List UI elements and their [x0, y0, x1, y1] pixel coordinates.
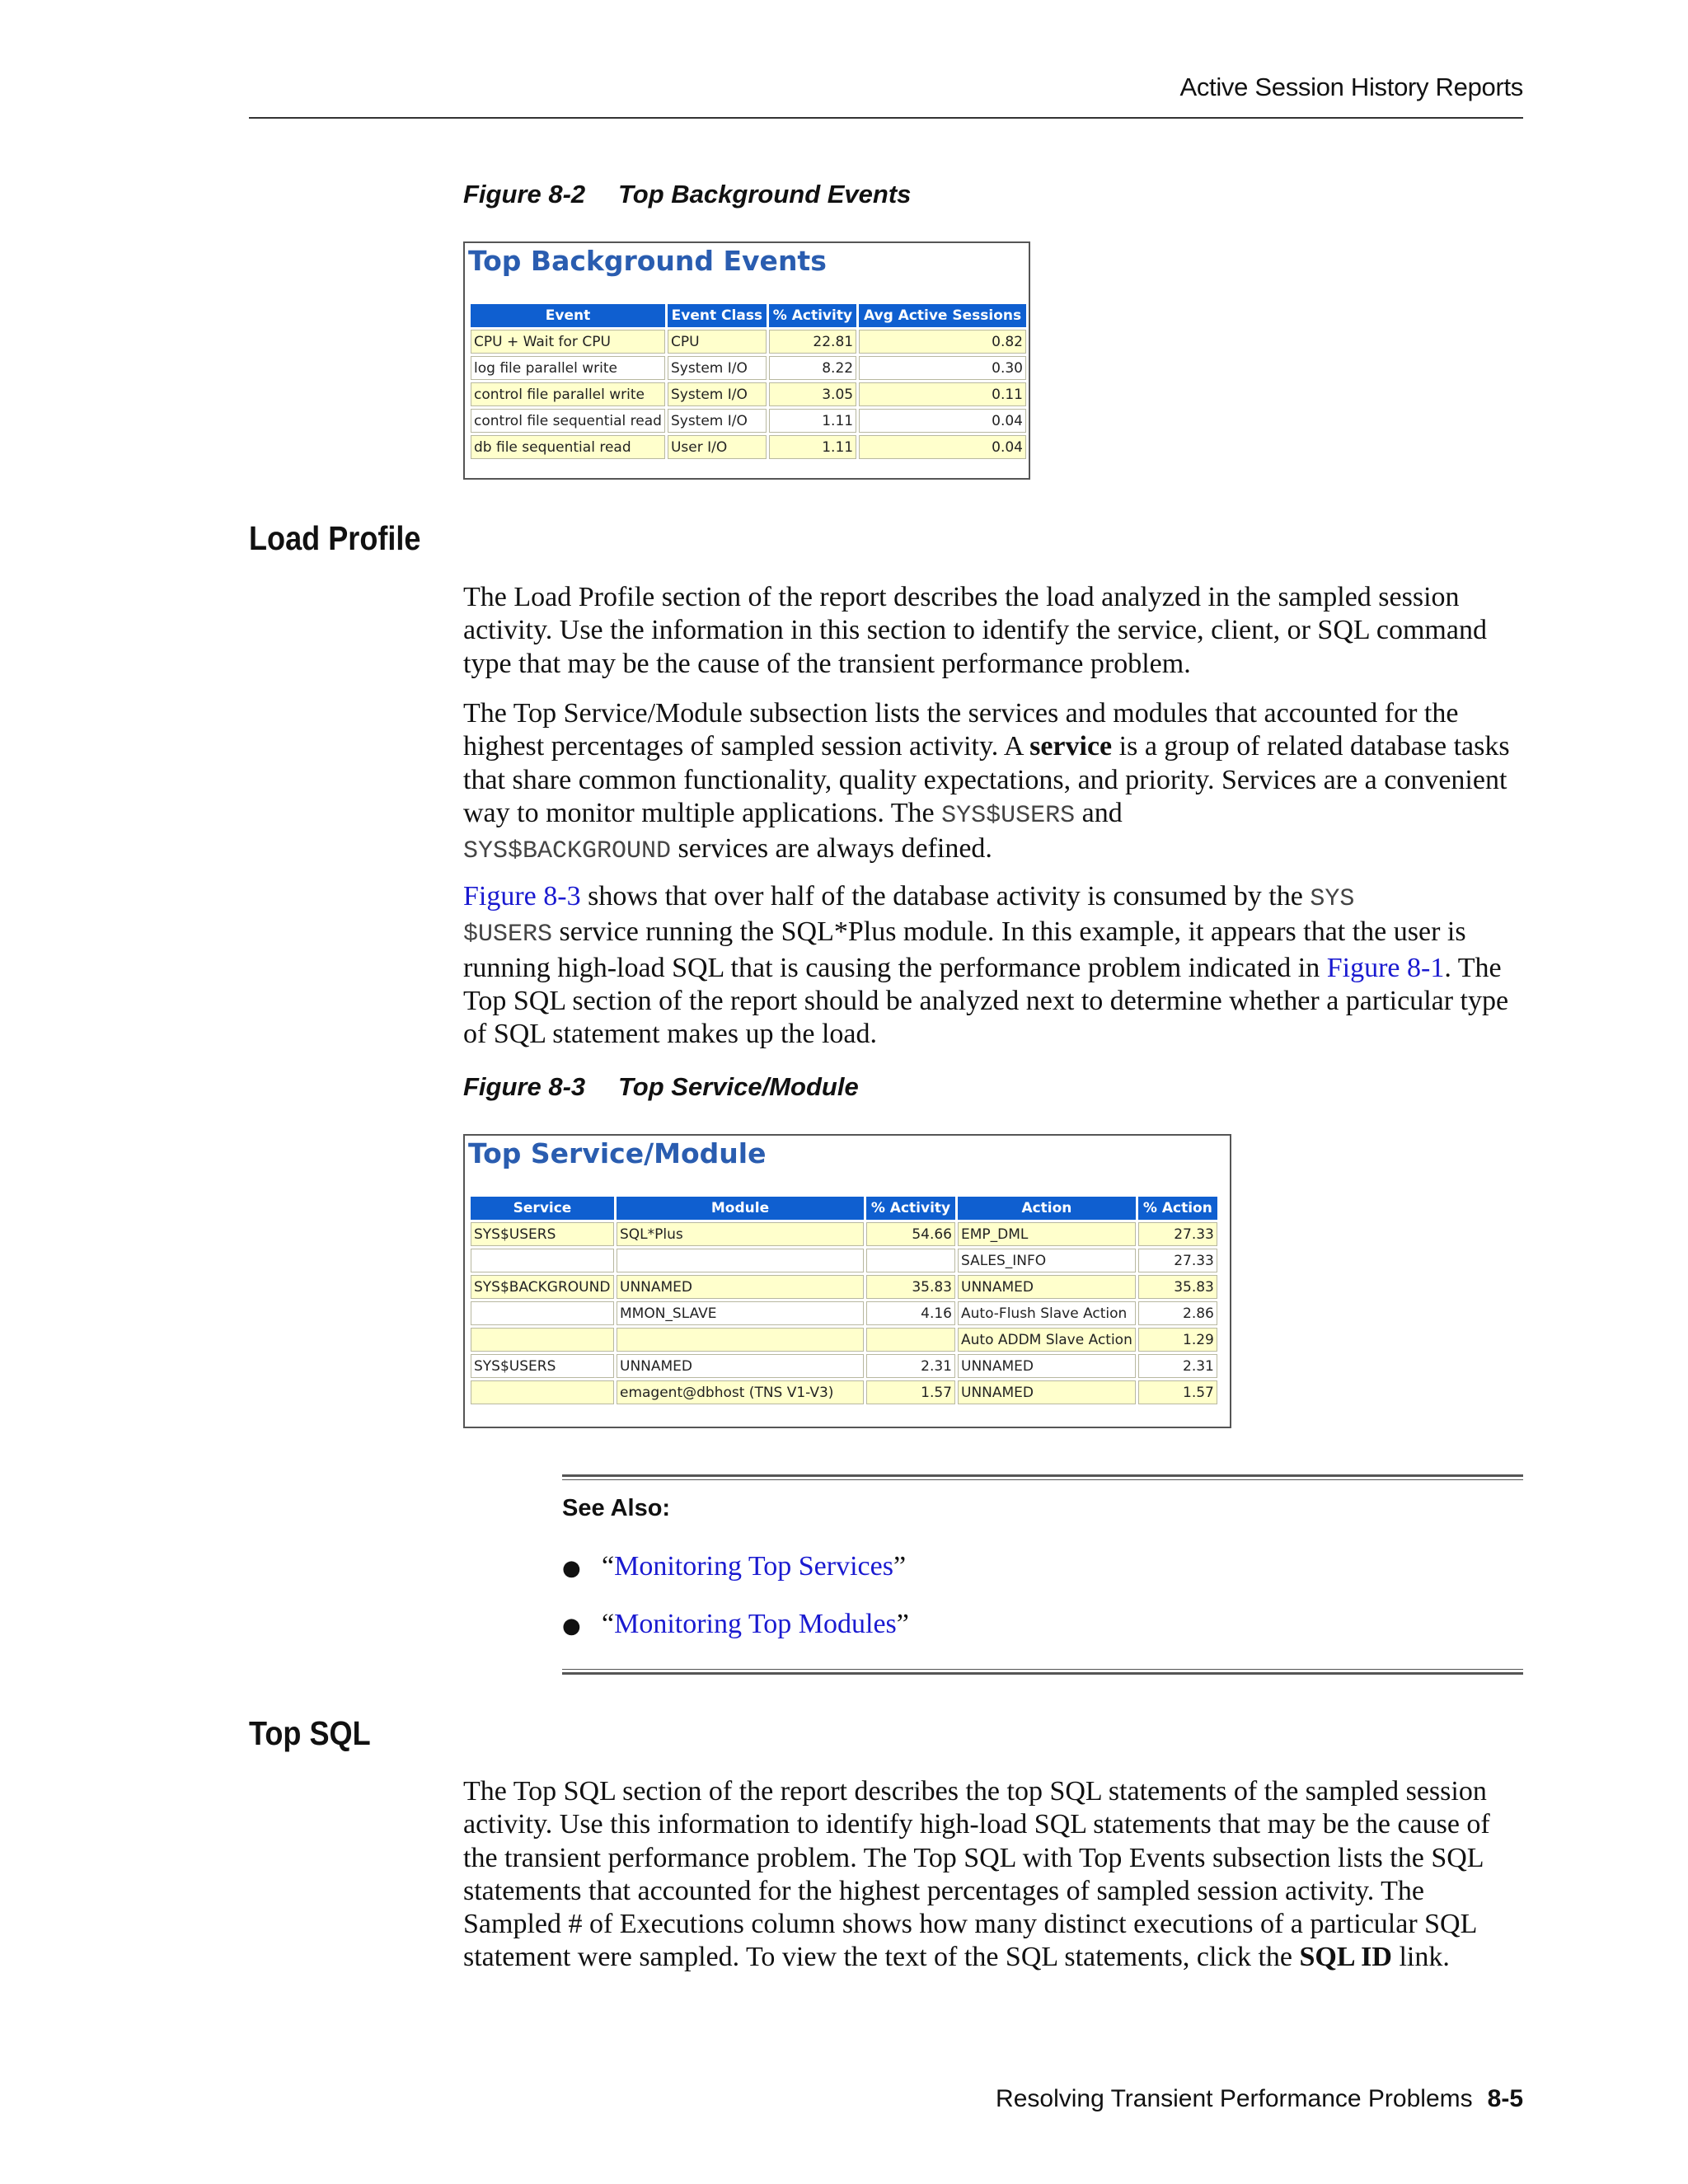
- table-cell: [617, 1249, 864, 1272]
- table-row: [471, 409, 1026, 433]
- table-cell: 0.30: [859, 356, 1026, 380]
- bullet-icon: ●: [562, 1614, 581, 1638]
- table-cell: 0.11: [859, 382, 1026, 406]
- table-cell: [471, 1328, 614, 1352]
- table-cell: SQL*Plus: [617, 1222, 864, 1246]
- paragraph-text: The Load Profile section of the report describes the load analyzed in the sampled session activity. Use the information in this section to identify the service, client, or SQL command type that may be the cause of the transient performance problem.: [463, 582, 1487, 679]
- text: service running the SQL*Plus module. In this example, it appears that the user is running high-load SQL that is causing the performance problem indicated in: [463, 916, 1466, 983]
- table-cell: SYS$BACKGROUND: [471, 1275, 614, 1299]
- table-cell: 54.66: [866, 1222, 955, 1246]
- text: The Top SQL section of the report describes the top SQL statements of the sampled session activity. Use this information to identify high-load SQL statements that may be the cause of the transient performance problem. The Top SQL with Top Events subsection lists the SQL statements that accounted for the highest percentages of sampled session activity. The Sampled # of Executions column shows how many distinct executions of a particular SQL statement were sampled. To view the text of the SQL statements, click the: [463, 1776, 1490, 1973]
- table-cell: 4.16: [866, 1301, 955, 1325]
- table-cell: [471, 1380, 614, 1404]
- text: . The Top SQL section of the report should be analyzed next to determine whether a particular type of SQL statement makes up the load.: [463, 952, 1509, 1050]
- code-users: $USERS: [463, 921, 553, 949]
- table-cell: SYS$USERS: [471, 1222, 614, 1246]
- table-cell: [471, 1301, 614, 1325]
- table-row: [471, 1380, 1217, 1404]
- col-header: Avg Active Sessions: [859, 304, 1026, 327]
- table-cell: 1.11: [769, 409, 856, 433]
- table-cell: emagent@dbhost (TNS V1-V3): [617, 1380, 864, 1404]
- table-cell: [471, 1249, 614, 1272]
- code-sys-background: SYS$BACKGROUND: [463, 837, 672, 866]
- table-row: [471, 435, 1026, 459]
- see-also-top-rule: [562, 1474, 1523, 1480]
- table-cell: UNNAMED: [958, 1275, 1136, 1299]
- table-cell: 27.33: [1138, 1222, 1217, 1246]
- panel-title: Top Background Events: [468, 245, 827, 277]
- page-footer: [907, 2085, 1523, 2113]
- top-sql-para: [463, 1775, 1526, 1975]
- table-cell: System I/O: [668, 409, 767, 433]
- figure-8-3-caption: [463, 1072, 859, 1102]
- table-cell: CPU + Wait for CPU: [471, 330, 665, 354]
- table-cell: UNNAMED: [958, 1354, 1136, 1378]
- table-row: [471, 1354, 1217, 1378]
- footer-chapter-title: Resolving Transient Performance Problems: [996, 2085, 1473, 2112]
- text: and: [1075, 797, 1123, 828]
- see-also-title: See Also:: [562, 1495, 671, 1521]
- panel-title: Top Service/Module: [468, 1137, 767, 1169]
- bullet-icon: ●: [562, 1556, 581, 1581]
- load-profile-para-2: [463, 697, 1526, 868]
- load-profile-heading: Load Profile: [249, 519, 421, 557]
- see-also-item: [562, 1609, 909, 1640]
- table-cell: System I/O: [668, 382, 767, 406]
- table-cell: 35.83: [866, 1275, 955, 1299]
- monitoring-top-modules-link[interactable]: Monitoring Top Modules: [614, 1609, 897, 1639]
- col-header: Action: [958, 1197, 1136, 1220]
- table-cell: log file parallel write: [471, 356, 665, 380]
- table-row: [471, 382, 1026, 406]
- header-rule: [249, 117, 1523, 119]
- table-cell: SALES_INFO: [958, 1249, 1136, 1272]
- col-header: Module: [617, 1197, 864, 1220]
- table-cell: 1.57: [866, 1380, 955, 1404]
- table-row: [471, 330, 1026, 354]
- table-cell: 0.82: [859, 330, 1026, 354]
- text: services are always defined.: [671, 833, 992, 865]
- figure-8-2-caption: [463, 180, 911, 209]
- figure-title: Top Background Events: [618, 180, 912, 209]
- table-cell: Auto-Flush Slave Action: [958, 1301, 1136, 1325]
- table-cell: db file sequential read: [471, 435, 665, 459]
- running-header-title: Active Session History Reports: [1179, 73, 1523, 101]
- table-cell: 8.22: [769, 356, 856, 380]
- table-cell: 1.29: [1138, 1328, 1217, 1352]
- monitoring-top-services-link[interactable]: Monitoring Top Services: [614, 1551, 893, 1582]
- service-module-table: [468, 1194, 1220, 1407]
- table-cell: control file parallel write: [471, 382, 665, 406]
- table-cell: control file sequential read: [471, 409, 665, 433]
- code-sys-users: SYS$USERS: [941, 801, 1076, 830]
- see-also-item: [562, 1551, 906, 1582]
- table-cell: UNNAMED: [958, 1380, 1136, 1404]
- table-cell: SYS$USERS: [471, 1354, 614, 1378]
- quote: “: [602, 1551, 615, 1582]
- table-cell: 2.31: [1138, 1354, 1217, 1378]
- table-row: [471, 1328, 1217, 1352]
- col-header: % Activity: [769, 304, 856, 327]
- quote: “: [602, 1609, 615, 1639]
- figure-title: Top Service/Module: [618, 1072, 859, 1101]
- top-sql-heading: Top SQL: [249, 1714, 371, 1752]
- table-cell: MMON_SLAVE: [617, 1301, 864, 1325]
- see-also-bottom-rule: [562, 1669, 1523, 1675]
- top-service-module-panel: [463, 1134, 1231, 1428]
- col-header: % Action: [1138, 1197, 1217, 1220]
- col-header: Event: [471, 304, 665, 327]
- figure-number: Figure 8-3: [463, 1072, 586, 1101]
- table-row: [471, 1301, 1217, 1325]
- table-cell: 2.86: [1138, 1301, 1217, 1325]
- figure-8-3-link[interactable]: Figure 8-3: [463, 881, 581, 912]
- col-header: Event Class: [668, 304, 767, 327]
- table-cell: 27.33: [1138, 1249, 1217, 1272]
- table-cell: UNNAMED: [617, 1354, 864, 1378]
- table-cell: [866, 1249, 955, 1272]
- text: The Top Service/Module subsection lists the services and modules that accounted for the highest percentages of sampled session activity. A: [463, 698, 1459, 762]
- table-cell: System I/O: [668, 356, 767, 380]
- table-cell: 0.04: [859, 409, 1026, 433]
- table-row: [471, 1275, 1217, 1299]
- table-cell: [866, 1328, 955, 1352]
- text: shows that over half of the database activity is consumed by the: [580, 881, 1311, 912]
- table-cell: User I/O: [668, 435, 767, 459]
- table-cell: 1.57: [1138, 1380, 1217, 1404]
- top-background-events-panel: [463, 241, 1030, 480]
- text: link.: [1391, 1942, 1450, 1973]
- table-cell: 0.04: [859, 435, 1026, 459]
- text: is a group of related database tasks that share common functionality, quality expectations, and priority. Services are a convenient way to monitor multiple applications. The: [463, 731, 1510, 828]
- load-profile-para-3: [463, 880, 1526, 1051]
- table-cell: UNNAMED: [617, 1275, 864, 1299]
- quote: ”: [893, 1551, 907, 1582]
- quote: ”: [896, 1609, 909, 1639]
- page-number: 8-5: [1487, 2085, 1523, 2112]
- table-row: [471, 1222, 1217, 1246]
- table-cell: 2.31: [866, 1354, 955, 1378]
- figure-number: Figure 8-2: [463, 180, 586, 209]
- col-header: Service: [471, 1197, 614, 1220]
- table-cell: EMP_DML: [958, 1222, 1136, 1246]
- figure-8-1-link[interactable]: Figure 8-1: [1326, 952, 1445, 983]
- table-row: [471, 356, 1026, 380]
- table-cell: 3.05: [769, 382, 856, 406]
- background-events-table: [468, 302, 1029, 462]
- code-sys: SYS: [1310, 885, 1355, 913]
- table-cell: [617, 1328, 864, 1352]
- term-service: service: [1029, 731, 1113, 762]
- table-cell: 22.81: [769, 330, 856, 354]
- table-cell: 35.83: [1138, 1275, 1217, 1299]
- table-cell: 1.11: [769, 435, 856, 459]
- table-cell: CPU: [668, 330, 767, 354]
- col-header: % Activity: [866, 1197, 955, 1220]
- table-cell: Auto ADDM Slave Action: [958, 1328, 1136, 1352]
- load-profile-para-1: [463, 581, 1526, 681]
- table-row: [471, 1249, 1217, 1272]
- term-sql-id: SQL ID: [1299, 1942, 1392, 1973]
